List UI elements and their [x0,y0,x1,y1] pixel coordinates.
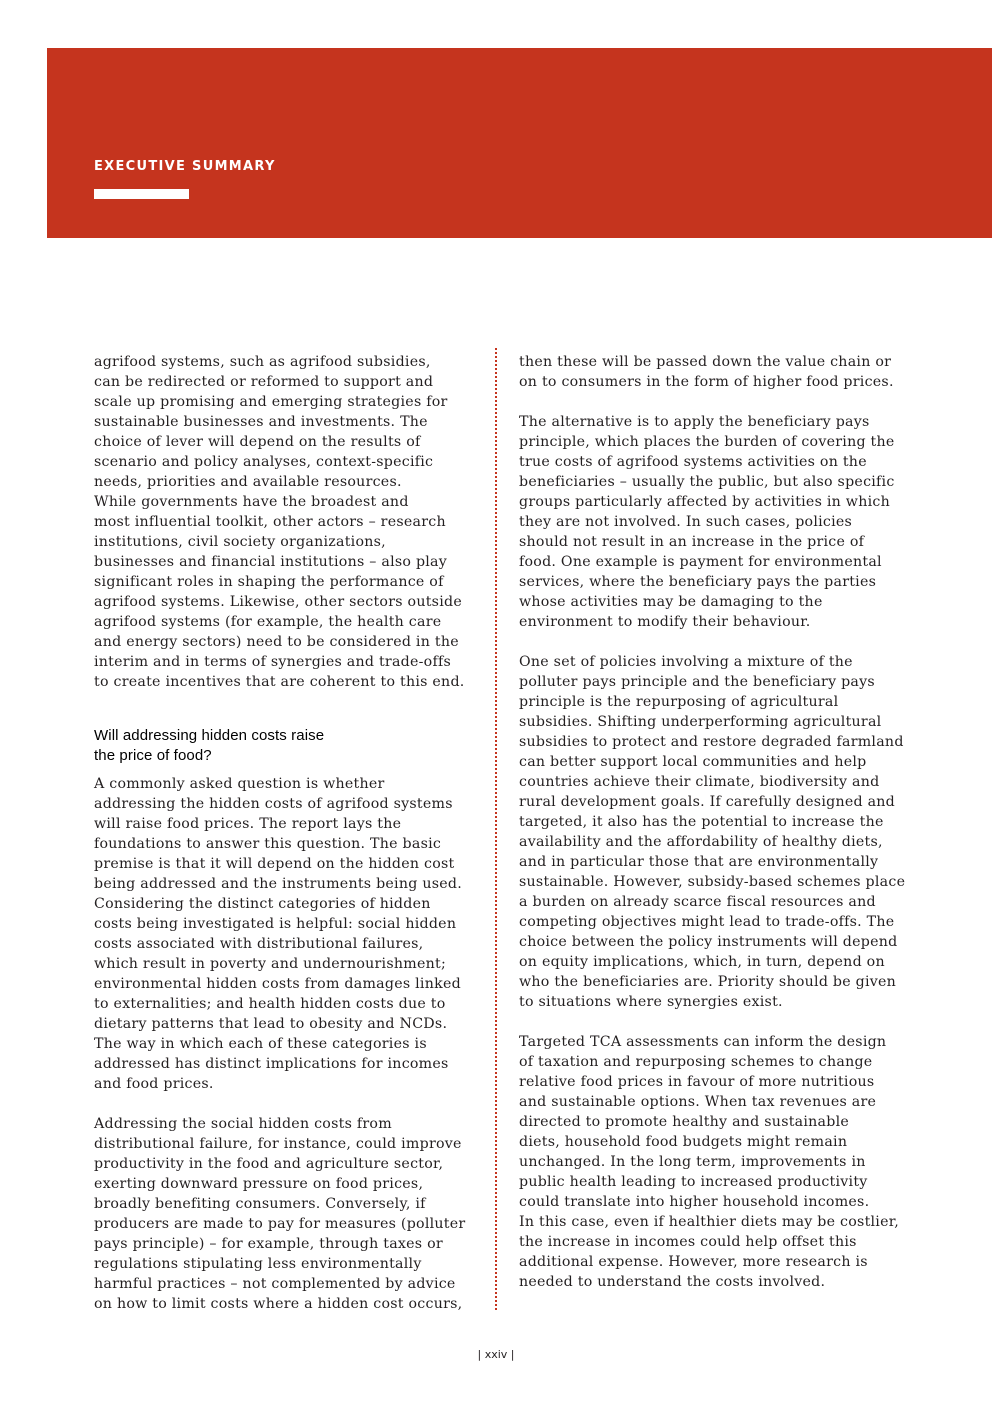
text-line: While governments have the broadest and [94,494,409,510]
page-number: | xxiv | [477,1348,515,1361]
text-line: of taxation and repurposing schemes to change [519,1054,873,1070]
text-line: exerting downward pressure on food prices, [94,1176,424,1192]
text-line: In this case, even if healthier diets may be costlier, [519,1214,899,1230]
text-line: distributional failure, for instance, could improve [94,1136,462,1152]
right-paragraph-3 [519,652,904,1012]
text-line: countries achieve their climate, biodiversity and [519,774,880,790]
left-paragraph-2 [94,774,474,1094]
text-line: regulations stipulating less environmentally [94,1256,422,1272]
text-line: scale up promising and emerging strategies for [94,394,448,410]
text-line: scenario and policy analyses, context-specific [94,454,434,470]
text-line: will raise food prices. The report lays the [94,816,402,832]
header-band [47,48,992,238]
text-line: relative food prices in favour of more nutritious [519,1074,875,1090]
left-column [94,352,474,1314]
text-line: costs being investigated is helpful: social hidden [94,916,457,932]
text-line: diets, household food budgets might remain [519,1134,848,1150]
text-line: the increase in incomes could help offset this [519,1234,857,1250]
text-line: choice between the policy instruments will depend [519,934,898,950]
text-line: targeted, it also has the potential to increase the [519,814,884,830]
text-line: environment to modify their behaviour. [519,614,811,630]
header-rule [94,189,189,199]
text-line: significant roles in shaping the performance of [94,574,444,590]
text-line: they are not involved. In such cases, policies [519,514,853,530]
text-line: Considering the distinct categories of hidden [94,896,431,912]
right-paragraph-1 [519,352,904,392]
text-line: to create incentives that are coherent to this end. [94,674,465,690]
right-paragraph-2 [519,412,904,632]
text-line: beneficiaries – usually the public, but also specific [519,474,895,490]
text-line: availability and the affordability of healthy diets, [519,834,883,850]
text-line: and food prices. [94,1076,214,1092]
text-line: sustainable. However, subsidy-based schemes place [519,874,906,890]
text-line: most influential toolkit, other actors – research [94,514,446,530]
text-line: on to consumers in the form of higher food prices. [519,374,894,390]
text-line: principle, which places the burden of covering the [519,434,895,450]
text-line: subsidies. Shifting underperforming agricultural [519,714,882,730]
text-line: rural development goals. If carefully designed and [519,794,895,810]
text-line: agrifood systems (for example, the health care [94,614,442,630]
text-line: the price of food? [94,747,212,764]
text-line: needs, priorities and available resources. [94,474,402,490]
text-line: addressing the hidden costs of agrifood systems [94,796,453,812]
text-line: businesses and financial institutions – also play [94,554,448,570]
text-line: whose activities may be damaging to the [519,594,823,610]
right-column [519,352,904,1292]
text-line: pays principle) – for example, through taxes or [94,1236,443,1252]
section-subheading [94,726,474,766]
text-line: true costs of agrifood systems activities on the [519,454,867,470]
text-line: The alternative is to apply the beneficiary pays [519,414,870,430]
right-paragraph-4 [519,1032,904,1292]
text-line: needed to understand the costs involved. [519,1274,826,1290]
text-line: which result in poverty and undernourishment; [94,956,446,972]
text-line: to externalities; and health hidden costs due to [94,996,446,1012]
text-line: to situations where synergies exist. [519,994,783,1010]
text-line: should not result in an increase in the price of [519,534,865,550]
text-line: The way in which each of these categories is [94,1036,427,1052]
text-line: sustainable businesses and investments. The [94,414,428,430]
text-line: and energy sectors) need to be considered in the [94,634,459,650]
text-line: dietary patterns that lead to obesity and NCDs. [94,1016,448,1032]
left-paragraph-1 [94,352,474,692]
text-line: a burden on already scarce fiscal resources and [519,894,876,910]
text-line: and in particular those that are environmentally [519,854,879,870]
text-line: choice of lever will depend on the results of [94,434,421,450]
text-line: Targeted TCA assessments can inform the design [519,1034,887,1050]
text-line: foundations to answer this question. The basic [94,836,442,852]
text-line: competing objectives might lead to trade-offs. The [519,914,895,930]
text-line: polluter pays principle and the beneficiary pays [519,674,875,690]
text-line: agrifood systems, such as agrifood subsidies, [94,354,431,370]
text-line: on equity implications, which, in turn, depend on [519,954,885,970]
text-line: services, where the beneficiary pays the parties [519,574,877,590]
text-line: could translate into higher household incomes. [519,1194,870,1210]
text-line: broadly benefiting consumers. Conversely, if [94,1196,426,1212]
left-paragraph-3 [94,1114,474,1314]
text-line: can better support local communities and help [519,754,867,770]
text-line: public health leading to increased productivity [519,1174,868,1190]
section-title: EXECUTIVE SUMMARY [94,159,276,174]
text-line: directed to promote healthy and sustainable [519,1114,850,1130]
text-line: Will addressing hidden costs raise [94,727,325,744]
text-line: groups particularly affected by activities in which [519,494,890,510]
text-line: institutions, civil society organizations, [94,534,386,550]
text-line: who the beneficiaries are. Priority should be given [519,974,897,990]
text-line: producers are made to pay for measures (polluter [94,1216,466,1232]
text-line: being addressed and the instruments being used. [94,876,462,892]
text-line: principle is the repurposing of agricultural [519,694,839,710]
text-line: food. One example is payment for environmental [519,554,882,570]
text-line: Addressing the social hidden costs from [94,1116,392,1132]
text-line: productivity in the food and agriculture sector, [94,1156,444,1172]
text-line: premise is that it will depend on the hidden cost [94,856,455,872]
text-line: then these will be passed down the value chain or [519,354,892,370]
text-line: on how to limit costs where a hidden cost occurs, [94,1296,463,1312]
text-line: subsidies to protect and restore degraded farmland [519,734,904,750]
text-line: One set of policies involving a mixture of the [519,654,853,670]
text-line: costs associated with distributional failures, [94,936,424,952]
text-line: can be redirected or reformed to support and [94,374,434,390]
text-line: interim and in terms of synergies and trade-offs [94,654,451,670]
column-divider [495,348,497,1310]
text-line: environmental hidden costs from damages linked [94,976,461,992]
text-line: and sustainable options. When tax revenues are [519,1094,877,1110]
text-line: agrifood systems. Likewise, other sectors outside [94,594,462,610]
text-line: A commonly asked question is whether [94,776,385,792]
text-line: unchanged. In the long term, improvements in [519,1154,866,1170]
text-line: additional expense. However, more research is [519,1254,868,1270]
text-line: harmful practices – not complemented by advice [94,1276,456,1292]
text-line: addressed has distinct implications for incomes [94,1056,449,1072]
